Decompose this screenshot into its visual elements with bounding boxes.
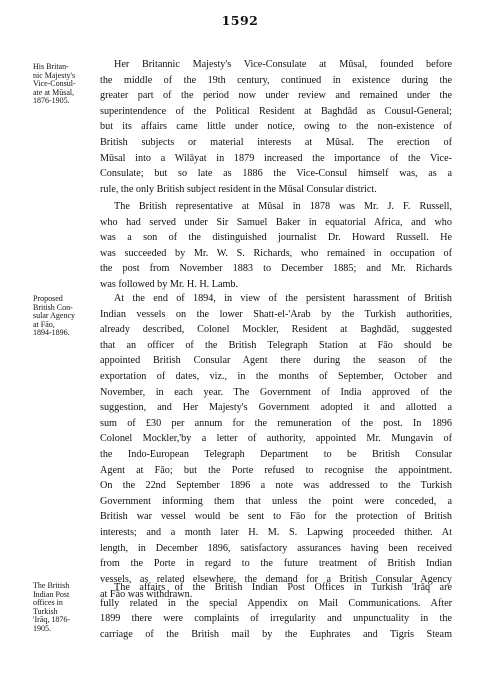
text-line: appointed British Consular Agent there during the season of the xyxy=(100,355,452,367)
text-line: carriage of the British mail by the Euphrates and Tigris Steam xyxy=(100,628,452,640)
text-line: but its affairs came little under notice, owing to the non-existence of xyxy=(100,121,452,133)
margin-note-line: sular Agency xyxy=(33,311,75,321)
text-line: the middle of the 19th century, continued in existence during the xyxy=(100,74,452,86)
text-line: vessels, as related elsewhere, the demand for a British Consular Agency xyxy=(100,573,452,585)
margin-note-line: His Britan- xyxy=(33,62,69,71)
margin-note-line: nic Majesty's xyxy=(33,70,76,80)
margin-note-line: The British xyxy=(33,581,70,590)
text-line: that an officer of the British Telegraph Station at Fāo should be xyxy=(100,339,452,351)
text-line: superintendence of the Political Resident at Baghdād as Cousul-General; xyxy=(100,105,452,117)
margin-note-line: offices in xyxy=(33,598,63,608)
margin-note-post-offices xyxy=(33,582,95,634)
text-line: was succeeded by Mr. W. S. Richards, who remained in occupation of xyxy=(100,247,452,259)
paragraph-representatives xyxy=(100,199,452,293)
paragraph-post-offices xyxy=(100,580,452,642)
margin-note-vice-consulate xyxy=(33,63,95,106)
paragraph-vice-consulate xyxy=(100,57,452,197)
text-line: who had served under Sir Samuel Baker in equatorial Africa, and who xyxy=(100,216,452,228)
margin-note-line: Indian Post xyxy=(33,589,70,599)
margin-note-line: at Fāo, xyxy=(33,319,55,329)
text-line: Her Britannic Majesty's Vice-Consulate at Mūsal, founded before xyxy=(114,59,452,70)
text-line: Agent at Fāo; but the Porte refused to recognise the appointment. xyxy=(100,464,452,476)
text-line: from the Porte in regard to the future treatment of British Indian xyxy=(100,558,452,570)
text-line: was followed by Mr. H. H. Lamb. xyxy=(100,278,239,290)
text-line: interests; and a month later H. M. S. Lapwing proceeded thither. At xyxy=(100,526,452,538)
text-line: was a son of the distinguished journalist Dr. Howard Russell. He xyxy=(100,232,452,244)
margin-note-line: 'Irāq, 1876- xyxy=(33,615,70,625)
text-line: exportation of dates, viz., in the months of September, October and xyxy=(100,370,452,382)
text-line: Indian vessels on the lower Shatt-el-'Arab by the Turkish authorities, xyxy=(100,308,452,320)
text-line: greater part of the period now under review and remained under the xyxy=(100,90,452,102)
text-line: The affairs of the British Indian Post Offices in Turkish 'Irāq are xyxy=(114,582,452,593)
text-line: suggestion, and Her Majesty's Government adopted it and allotted a xyxy=(100,402,452,414)
text-line: Government informing them that unless the point were conceded, a xyxy=(100,495,452,507)
text-line: rule, the only British subject resident in the Mūsal Consular district. xyxy=(100,183,377,195)
margin-note-line: Turkish xyxy=(33,606,58,616)
margin-note-line: 1905. xyxy=(33,623,51,633)
text-line: length, in December 1896, satisfactory assurances having been received xyxy=(100,542,452,554)
margin-note-line: Vice-Consul- xyxy=(33,79,76,89)
text-line: the post from November 1883 to December 1885; and Mr. Richards xyxy=(100,263,452,275)
paragraph-consular-agency xyxy=(100,291,452,603)
text-line: British war vessel would be sent to Fāo for the protection of British xyxy=(100,511,452,523)
margin-note-line: ate at Mūsal, xyxy=(33,87,75,97)
text-line: sum of £30 per annum for the remuneration of the post. In 1896 xyxy=(100,417,452,429)
margin-note-line: Proposed xyxy=(33,294,63,303)
margin-note-line: 1876-1905. xyxy=(33,96,70,106)
page-number: 1592 xyxy=(221,13,259,28)
text-line: already described, Colonel Mockler, Resident at Baghdād, suggested xyxy=(100,324,452,336)
margin-note-line: 1894-1896. xyxy=(33,328,70,338)
text-line: Mūsal into a Wilāyat in 1879 increased the importance of the Vice- xyxy=(100,152,452,164)
text-line: 1899 there were complaints of irregularity and unpunctuality in the xyxy=(100,613,452,625)
text-line: the Indo-European Telegraph Department to be British Consular xyxy=(100,448,452,460)
text-line: Colonel Mockler,'by a letter of authority, appointed Mr. Mungavin of xyxy=(100,433,452,445)
text-line: On the 22nd September 1896 a note was addressed to the Turkish xyxy=(100,480,452,492)
text-line: At the end of 1894, in view of the persistent harassment of British xyxy=(114,293,452,304)
text-line: November, in each year. The Government of India approved of the xyxy=(100,386,452,398)
text-line: British subjects or material interests at Mūsal. The erection of xyxy=(100,136,452,148)
text-line: at Fāo was withdrawn. xyxy=(100,589,193,601)
margin-note-consular-agency xyxy=(33,295,95,338)
text-line: fully related in the special Appendix on Mail Communications. After xyxy=(100,597,452,609)
text-line: The British representative at Mūsal in 1878 was Mr. J. F. Russell, xyxy=(114,201,452,212)
text-line: Consulate; but so late as 1886 the Vice-Consul himself was, as a xyxy=(100,168,452,180)
margin-note-line: British Con- xyxy=(33,302,73,312)
